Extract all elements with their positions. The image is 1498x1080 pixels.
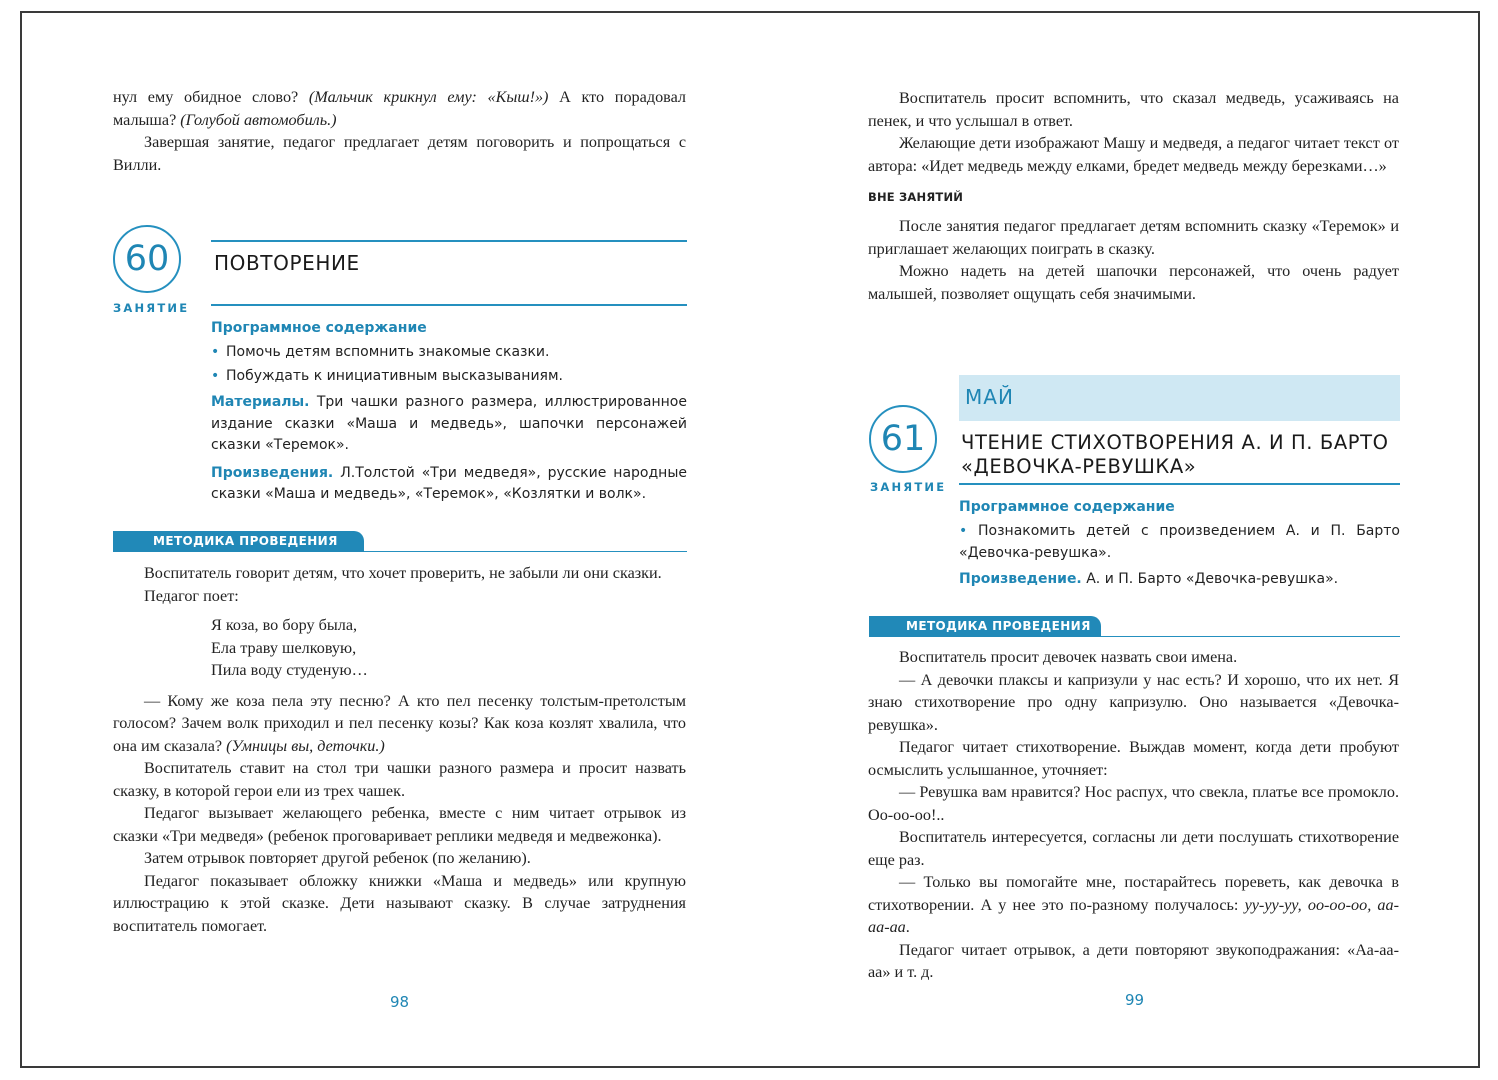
month-band: МАЙ — [959, 375, 1400, 421]
lesson-label: ЗАНЯТИЕ — [870, 480, 947, 494]
body-paragraph: Можно надеть на детей шапочки персонажей, что очень радует малышей, позволяет ощущать себя значимыми. — [868, 262, 1399, 303]
bullet-text: Помочь детям вспомнить знакомые сказки. — [226, 344, 550, 360]
text-run: нул ему обидное слово? — [113, 88, 309, 106]
italic-run: (Мальчик крикнул ему: «Кыш!») — [308, 88, 549, 106]
poem-line: Ела траву шелковую, — [211, 638, 357, 657]
materials-label: Материалы. — [211, 394, 310, 410]
lesson-number-badge: 61 — [869, 405, 937, 473]
body-paragraph: Педагог читает отрывок, а дети повторяют звукоподражания: «Аа-аа-аа» и т. д. — [868, 940, 1399, 981]
body-paragraph: Затем отрывок повторяет другой ребенок (по желанию). — [144, 849, 531, 867]
poem-line: Я коза, во бору была, — [211, 616, 358, 634]
poem — [113, 614, 686, 682]
intro-text — [113, 86, 686, 176]
body-paragraph: Воспитатель ставит на стол три чашки разного размера и просит назвать сказку, в которой герои ели из трех чашек. — [113, 759, 686, 800]
materials — [211, 392, 687, 457]
bullet-text: Познакомить детей с произведением А. и П. Барто «Девочка-ревушка». — [959, 523, 1400, 561]
works-text: Л.Толстой «Три медведя», русские народные сказки «Маша и медведь», «Теремок», «Козлятки и волк». — [211, 464, 687, 502]
body-paragraph: — Ревушка вам нравится? Нос распух, что свекла, платье все промокло. Оо-оо-оо!.. — [868, 783, 1399, 824]
text-run: А кто порадовал малыша? — [113, 88, 686, 129]
intro-paragraph-1 — [113, 86, 686, 131]
program-bullet — [211, 341, 687, 363]
lesson-title-line: «ДЕВОЧКА-РЕВУШКА» — [961, 455, 1197, 478]
works-label: Произведение. — [959, 571, 1082, 587]
lesson-title-line: ЧТЕНИЕ СТИХОТВОРЕНИЯ А. И П. БАРТО — [961, 431, 1389, 454]
body-paragraph: Педагог вызывает желающего ребенка, вместе с ним читает отрывок из сказки «Три медведя» (ребенок проговаривает реплики медведя и медвежонка). — [113, 804, 686, 845]
method-rule — [364, 551, 687, 552]
body-paragraph: Воспитатель просит девочек назвать свои имена. — [899, 648, 1238, 666]
book-spread — [20, 11, 1480, 1068]
text-run: . — [905, 918, 910, 936]
body-paragraph: Воспитатель просит вспомнить, что сказал медведь, усаживаясь на пенек, и что услышал в ответ. — [868, 89, 1399, 130]
works — [959, 568, 1400, 590]
body-paragraph — [868, 871, 1399, 939]
left-body — [113, 562, 686, 937]
text-run: — Кому же коза пела эту песню? А кто пел песенку толстым-претолстым голосом? Зачем волк приходил и пел песенку козы? Как коза козлят хвалила, что она им сказала? — [113, 691, 686, 755]
program-bullet — [959, 520, 1400, 564]
outside-lessons-heading: ВНЕ ЗАНЯТИЙ — [868, 190, 964, 204]
bullet-icon: • — [211, 344, 220, 360]
italic-run: (Умницы вы, деточки.) — [226, 736, 385, 755]
lesson-title: ПОВТОРЕНИЕ — [214, 251, 360, 275]
lesson-number-badge: 60 — [113, 225, 181, 293]
italic-run: (Голубой автомобиль.) — [180, 110, 337, 129]
method-rule — [1101, 636, 1400, 637]
works-label: Произведения. — [211, 464, 334, 481]
body-paragraph — [113, 690, 686, 758]
program-content — [959, 496, 1400, 590]
body-paragraph: Педагог показывает обложку книжки «Маша и медведь» или крупную иллюстрацию к этой сказке. Дети называют сказку. В случае затруднения воспитатель помогает. — [113, 871, 686, 935]
right-body — [868, 646, 1399, 984]
materials-text: Три чашки разного размера, иллюстрированное издание сказки «Маша и медведь», шапочки персонажей сказки «Теремок». — [211, 394, 687, 453]
title-rule-bottom — [959, 483, 1400, 485]
bullet-text: Побуждать к инициативным высказываниям. — [226, 368, 563, 384]
works — [211, 463, 687, 506]
body-paragraph: Воспитатель интересуется, согласны ли дети послушать стихотворение еще раз. — [868, 828, 1399, 869]
page-number: 98 — [390, 993, 410, 1011]
body-paragraph: Педагог поет: — [144, 586, 239, 605]
body-paragraph: После занятия педагог предлагает детям вспомнить сказку «Теремок» и приглашает желающих поиграть в сказку. — [868, 217, 1399, 258]
program-bullet — [211, 365, 687, 387]
method-tab: МЕТОДИКА ПРОВЕДЕНИЯ — [869, 616, 1101, 637]
body-paragraph: Воспитатель говорит детям, что хочет проверить, не забыли ли они сказки. — [144, 564, 662, 582]
bullet-icon: • — [211, 368, 220, 384]
title-rule-bottom — [211, 304, 687, 306]
works-text: А. и П. Барто «Девочка-ревушка». — [1081, 571, 1339, 587]
intro-paragraph-2: Завершая занятие, педагог предлагает детям поговорить и попрощаться с Вилли. — [113, 133, 686, 174]
body-paragraph: — А девочки плаксы и капризули у нас есть? И хорошо, что их нет. Я знаю стихотворение про одну капризулю. Оно называется «Девочка-ревушка». — [868, 670, 1399, 734]
bullet-icon: • — [959, 523, 978, 539]
title-rule-top — [211, 240, 687, 242]
program-content — [211, 317, 687, 506]
italic-run: уу-уу-уу, оо-оо-оо, аа-аа-аа — [868, 895, 1399, 936]
lesson-label: ЗАНЯТИЕ — [113, 301, 190, 315]
text-run: — Только вы помогайте мне, постарайтесь пореветь, как девочка в стихотворении. А у нее это по-разному получалось: — [868, 873, 1399, 914]
poem-line: Пила воду студеную… — [211, 661, 368, 679]
program-heading: Программное содержание — [211, 320, 427, 336]
page-number: 99 — [1125, 991, 1145, 1009]
program-heading: Программное содержание — [959, 499, 1175, 515]
right-top-text — [868, 87, 1399, 305]
body-paragraph: Педагог читает стихотворение. Выждав момент, когда дети пробуют осмыслить услышанное, уточняет: — [868, 738, 1399, 779]
body-paragraph: Желающие дети изображают Машу и медведя, а педагог читает текст от автора: «Идет медведь между елками, бредет медведь между березками…» — [868, 134, 1399, 175]
lesson-title — [961, 431, 1389, 479]
method-tab: МЕТОДИКА ПРОВЕДЕНИЯ — [113, 531, 364, 552]
